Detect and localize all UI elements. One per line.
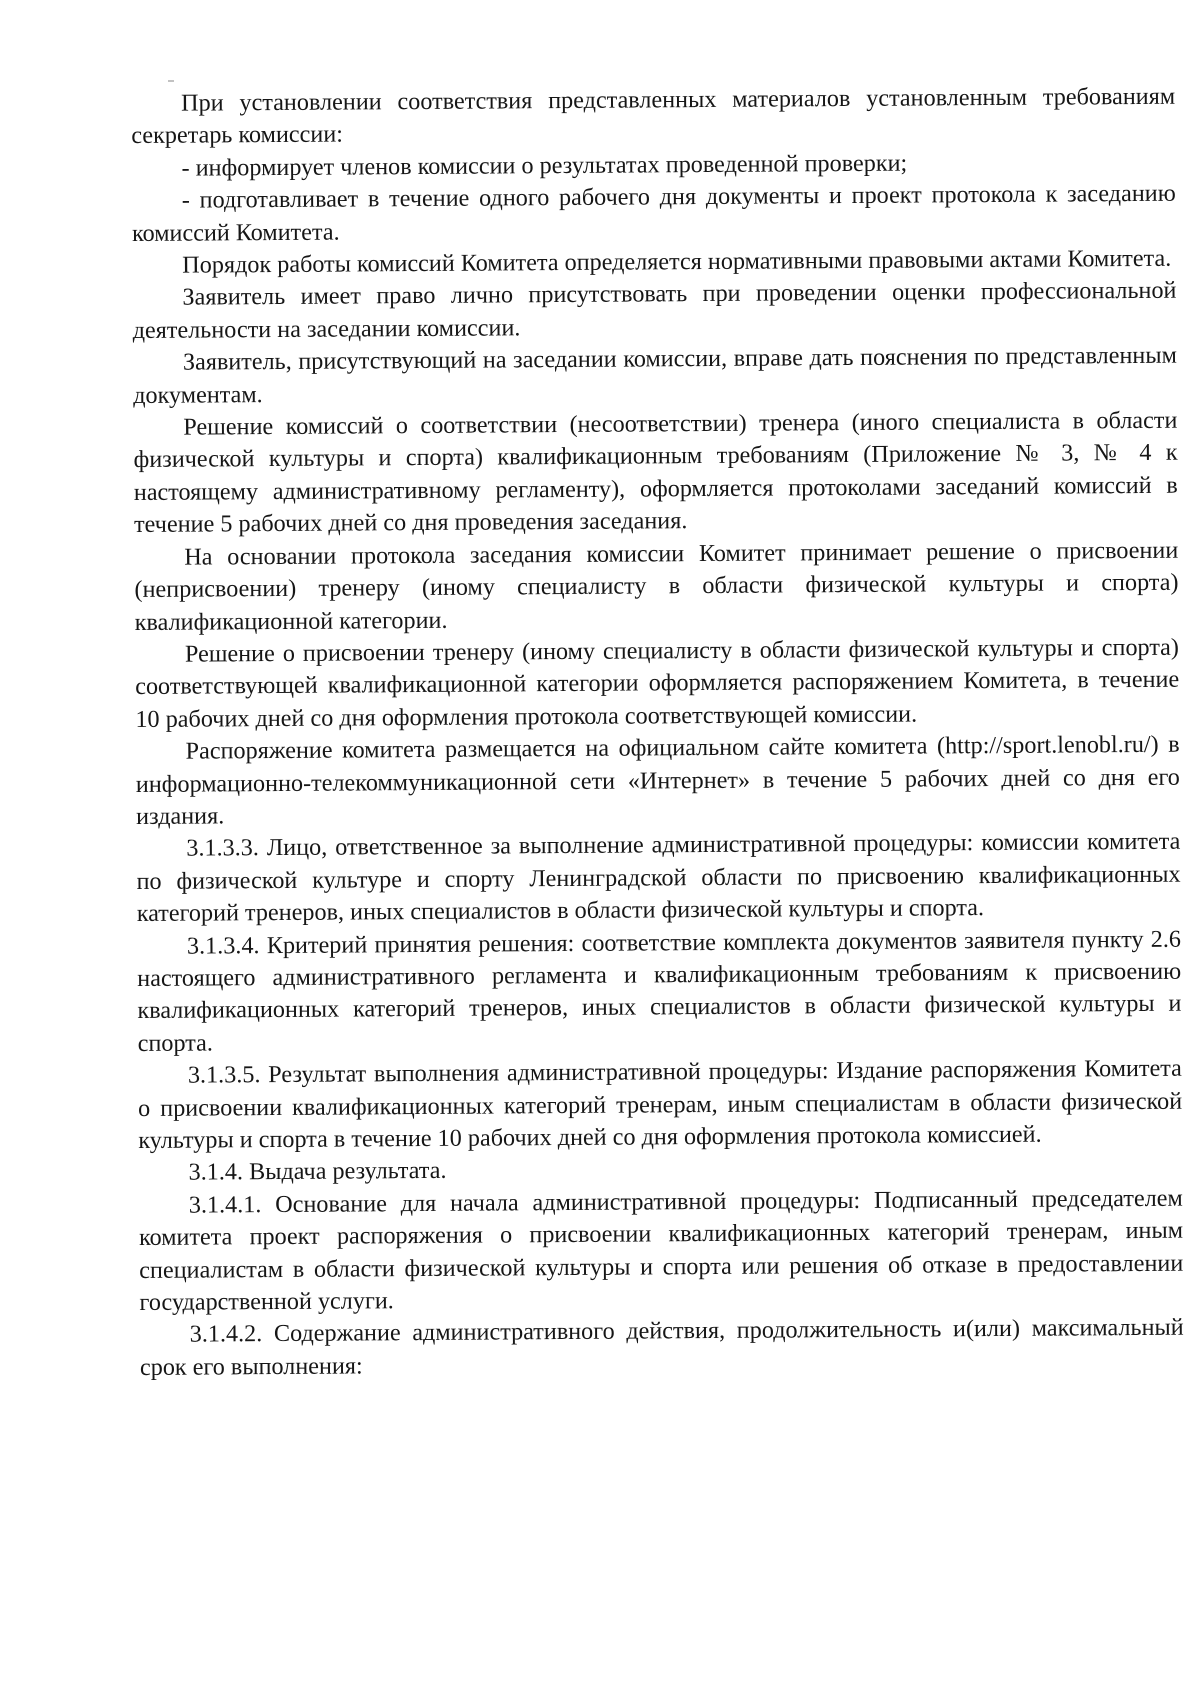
paragraph-requirements-intro: При установлении соответствия представленных материалов установленным требованиям секретарь комиссии: <box>131 82 1176 150</box>
section-3-1-3-3: 3.1.3.3. Лицо, ответственное за выполнение административной процедуры: комиссии комитета по физической культуре и спорту Ленинградской области по присвоению квалификационных категорий тренеров, иных специалистов в области физической культуры и спорта. <box>136 828 1181 928</box>
paragraph-assignment-order: Решение о присвоении тренеру (иному специалисту в области физической культуры и спорта) соответствующей квалификационной категории оформляется распоряжением Комитета, в течение 10 рабочих дней со дня оформления протокола соответствующей комиссии. <box>135 633 1180 733</box>
paragraph-commission-decision: Решение комиссий о соответствии (несоответствии) тренера (иного специалиста в области физической культуры и спорта) квалификационным требованиям (Приложение № 3, № 4 к настоящему административному регламенту), оформляется протоколами заседаний комиссий в течение 5 рабочих дней со дня проведения заседания. <box>133 406 1178 539</box>
document-body <box>131 81 1184 1385</box>
paragraph-committee-decision: На основании протокола заседания комиссии Комитет принимает решение о присвоении (неприсвоении) тренеру (иному специалисту в области физической культуры и спорта) квалификационной категории. <box>134 536 1179 636</box>
list-item-prepares-documents: - подготавливает в течение одного рабочего дня документы и проект протокола к заседанию комиссий Комитета. <box>131 179 1176 247</box>
paragraph-applicant-explanations: Заявитель, присутствующий на заседании комиссии, вправе дать пояснения по представленным документам. <box>133 341 1177 409</box>
list-item-informs-members: - информирует членов комиссии о результатах проведенной проверки; <box>181 149 908 182</box>
section-3-1-4-2: 3.1.4.2. Содержание административного действия, продолжительность и(или) максимальный срок его выполнения: <box>139 1314 1184 1381</box>
section-3-1-3-4: 3.1.3.4. Критерий принятия решения: соответствие комплекта документов заявителя пункту 2.6 настоящего административного регламента и квалификационным требованиям к присвоению квалификационных категорий тренеров, иных специалистов в области физической культуры и спорта. <box>137 925 1182 1057</box>
paragraph-order-publication: Распоряжение комитета размещается на официальном сайте комитета (http://sport.lenobl.ru/) в информационно-телекоммуникационной сети «Интернет» в течение 5 рабочих дней со дня его издания. <box>135 730 1180 830</box>
section-3-1-4-1: 3.1.4.1. Основание для начала административной процедуры: Подписанный председателем комитета проект распоряжения о присвоении квалификационных категорий тренерам, иным специалистам в области физической культуры и спорта или решения об отказе в предоставлении государственной услуги. <box>138 1184 1184 1317</box>
scan-artifact <box>168 80 174 82</box>
paragraph-applicant-right: Заявитель имеет право лично присутствовать при проведении оценки профессиональной деятельности на заседании комиссии. <box>132 277 1177 344</box>
section-3-1-3-5: 3.1.3.5. Результат выполнения административной процедуры: Издание распоряжения Комитета о присвоении квалификационных категорий тренерам, иным специалистам в области физической культуры и спорта в течение 10 рабочих дней со дня оформления протокола комиссией. <box>138 1054 1183 1154</box>
paragraph-work-procedure: Порядок работы комиссий Комитета определяется нормативными правовыми актами Комитета. <box>182 244 1172 279</box>
section-3-1-4: 3.1.4. Выдача результата. <box>188 1157 447 1187</box>
